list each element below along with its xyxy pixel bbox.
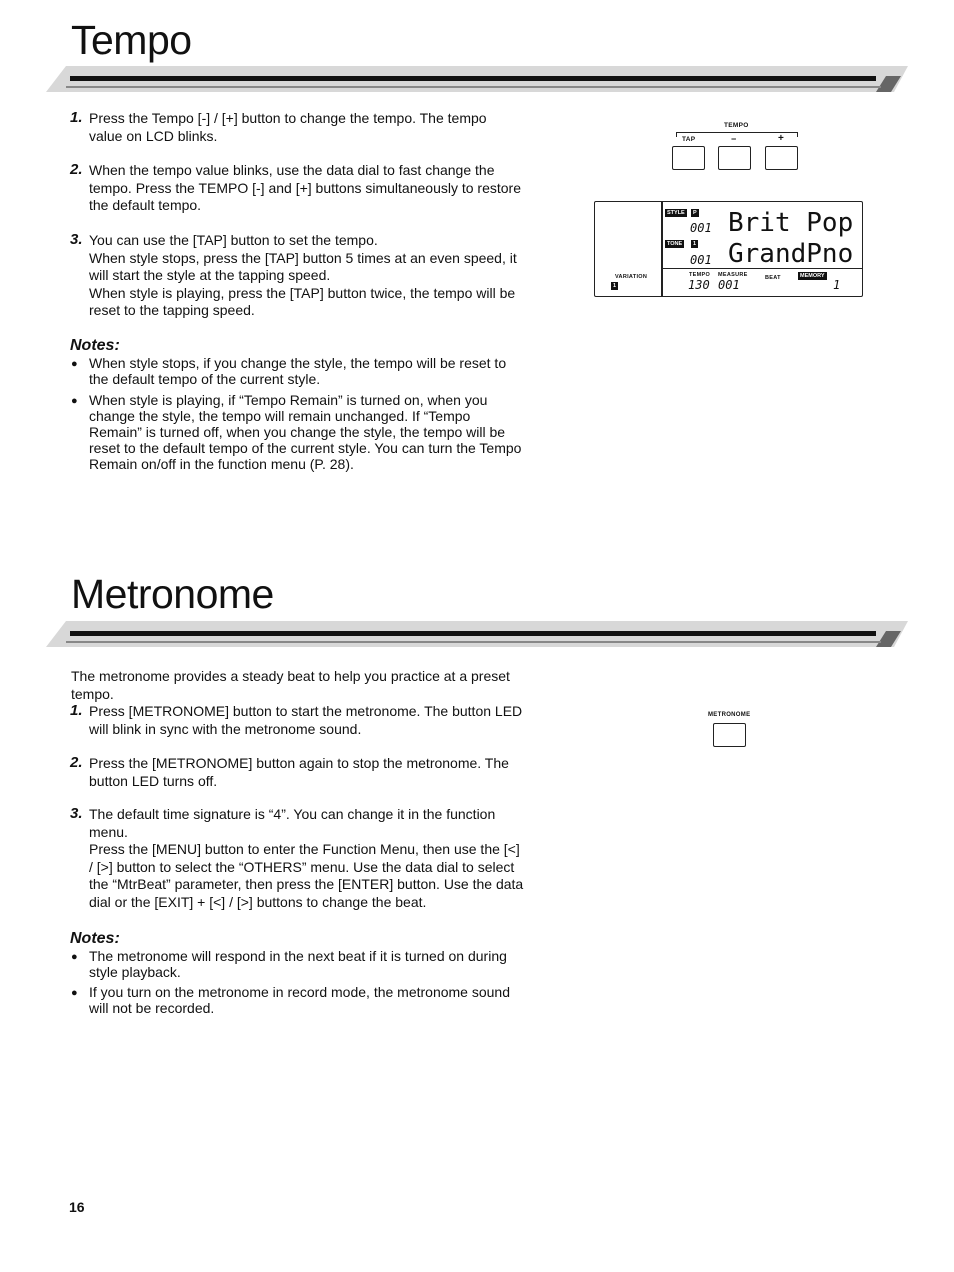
tone-number: 001 [690,253,712,267]
step-number: 1. [70,702,83,719]
minus-label: − [731,134,737,144]
tone-tag: TONE [667,241,683,247]
tap-button[interactable] [672,146,705,170]
memory-tag: MEMORY [800,273,825,279]
tempo-plus-button[interactable] [765,146,798,170]
metronome-intro: The metronome provides a steady beat to help you practice at a preset tempo. [71,668,510,702]
note-item: If you turn on the metronome in record mode, the metronome sound will not be recorded. [89,984,511,1016]
measure-label: MEASURE [718,272,748,278]
lcd-display [594,201,863,297]
plus-label: + [778,133,785,144]
style-name: Brit Pop [728,208,854,238]
variation-value: 1 [613,283,617,289]
notes-heading: Notes: [70,337,120,354]
step-number: 3. [70,805,83,822]
style-number: 001 [690,221,712,235]
tone-name: GrandPno [728,239,854,269]
beat-label: BEAT [765,275,781,281]
tempo-label: TEMPO [689,272,711,278]
tempo-title: Tempo [71,17,192,63]
tempo-value: 130 [688,278,710,292]
bullet-icon: ● [71,358,78,370]
step-text: Press [METRONOME] button to start the metronome. The button LED will blink in sync with the metronome sound. [89,703,523,737]
metronome-title: Metronome [71,571,274,617]
tone-1-tag: 1 [693,241,697,247]
tempo-button-panel [668,118,808,174]
step-text: The default time signature is “4”. You can change it in the function menu. Press the [MENU] button to enter the Function Menu, then use the [<] / [>] button to select the “OTHERS” menu. Use the data dial to select the “MtrBeat” parameter, then press the [ENTER] button. Use the data dial or the [EXIT] + [<] / [>] buttons to change the beat. [89,806,524,910]
metronome-button[interactable] [713,723,746,747]
style-p-tag: P [693,210,697,216]
bullet-icon: ● [71,395,78,407]
note-item: When style stops, if you change the style, the tempo will be reset to the default tempo of the current style. [89,355,507,387]
step-text: Press the Tempo [-] / [+] button to change the tempo. The tempo value on LCD blinks. [89,110,487,144]
section-rule [46,66,908,92]
style-tag: STYLE [667,210,685,216]
note-item: When style is playing, if “Tempo Remain” is turned on, when you change the style, the tempo will remain unchanged. If “Tempo Remain” is turned off, when you change the style, the tempo will be reset to the default tempo of the current style. You can turn the Tempo Remain on/off in the function menu (P. 28). [89,392,522,472]
step-number: 1. [70,109,83,126]
step-number: 2. [70,161,83,178]
lcd-divider [661,202,663,296]
page-number: 16 [69,1199,85,1215]
variation-label: VARIATION [615,274,648,280]
bullet-icon: ● [71,951,78,963]
beat-value: 1 [833,278,841,292]
notes-heading: Notes: [70,930,120,947]
tempo-minus-button[interactable] [718,146,751,170]
step-number: 2. [70,754,83,771]
step-text: Press the [METRONOME] button again to stop the metronome. The button LED turns off. [89,755,509,789]
step-text: You can use the [TAP] button to set the tempo. When style stops, press the [TAP] button 5 times at an even speed, it will start the style at the tapping speed. When style is playing, press the [TAP] button twice, the tempo will be reset to the tapping speed. [89,232,517,318]
tempo-group-label: TEMPO [724,122,749,129]
measure-value: 001 [718,278,740,292]
bullet-icon: ● [71,987,78,999]
metronome-button-panel [704,710,764,750]
note-item: The metronome will respond in the next beat if it is turned on during style playback. [89,948,507,980]
section-rule [46,621,908,647]
tap-label: TAP [682,136,696,143]
metronome-label: METRONOME [708,712,751,718]
step-number: 3. [70,231,83,248]
step-text: When the tempo value blinks, use the data dial to fast change the tempo. Press the TEMPO [-] and [+] buttons simultaneously to restore the default tempo. [89,162,521,213]
